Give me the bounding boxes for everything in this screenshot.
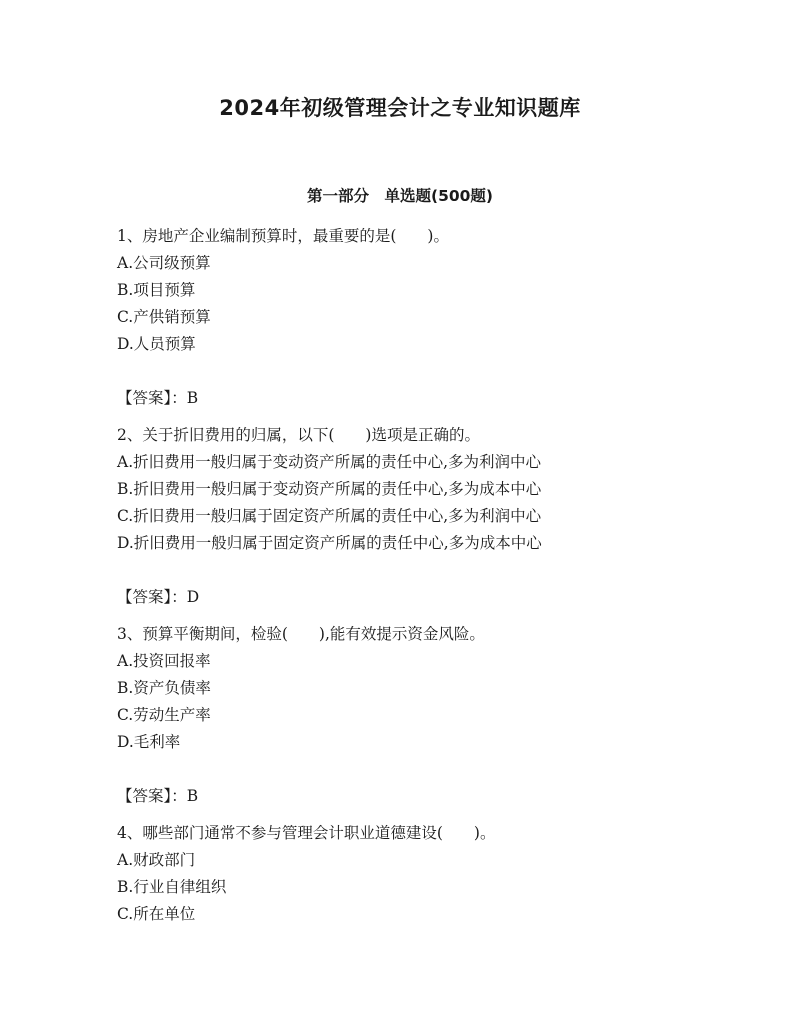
option-c: C.折旧费用一般归属于固定资产所属的责任中心,多为利润中心 xyxy=(117,507,542,525)
answer-line xyxy=(117,783,757,810)
answer-label: 【答案】： xyxy=(117,787,187,805)
answer-line xyxy=(117,385,757,412)
question-list xyxy=(117,223,757,928)
answer-line xyxy=(117,584,757,611)
answer-value: B xyxy=(186,389,199,407)
question-4 xyxy=(117,820,757,928)
option-c: C.所在单位 xyxy=(117,905,196,923)
answer-label: 【答案】： xyxy=(117,389,187,407)
question-1 xyxy=(117,223,757,412)
option-c: C.产供销预算 xyxy=(117,308,211,326)
option-a: A.公司级预算 xyxy=(117,254,211,272)
option-b: B.项目预算 xyxy=(117,281,196,299)
option-a: A.财政部门 xyxy=(117,851,196,869)
answer-value: D xyxy=(186,588,200,606)
question-3 xyxy=(117,621,757,810)
option-a: A.投资回报率 xyxy=(117,652,211,670)
answer-value: B xyxy=(186,787,199,805)
option-a: A.折旧费用一般归属于变动资产所属的责任中心,多为利润中心 xyxy=(117,453,542,471)
option-d: D.人员预算 xyxy=(117,335,196,353)
option-d: D.毛利率 xyxy=(117,733,181,751)
option-d: D.折旧费用一般归属于固定资产所属的责任中心,多为成本中心 xyxy=(117,534,542,552)
option-b: B.资产负债率 xyxy=(117,679,211,697)
document-title: 2024年初级管理会计之专业知识题库 xyxy=(219,96,581,120)
question-2 xyxy=(117,422,757,611)
option-c: C.劳动生产率 xyxy=(117,706,211,724)
option-b: B.行业自律组织 xyxy=(117,878,227,896)
question-stem: 1、房地产企业编制预算时，最重要的是( )。 xyxy=(117,227,449,245)
section-title: 第一部分 单选题(500题) xyxy=(306,187,494,205)
question-stem: 3、预算平衡期间，检验( ),能有效提示资金风险。 xyxy=(117,625,485,643)
answer-label: 【答案】： xyxy=(117,588,187,606)
option-b: B.折旧费用一般归属于变动资产所属的责任中心,多为成本中心 xyxy=(117,480,542,498)
question-stem: 4、哪些部门通常不参与管理会计职业道德建设( )。 xyxy=(117,824,496,842)
question-stem: 2、关于折旧费用的归属，以下( )选项是正确的。 xyxy=(117,426,480,444)
